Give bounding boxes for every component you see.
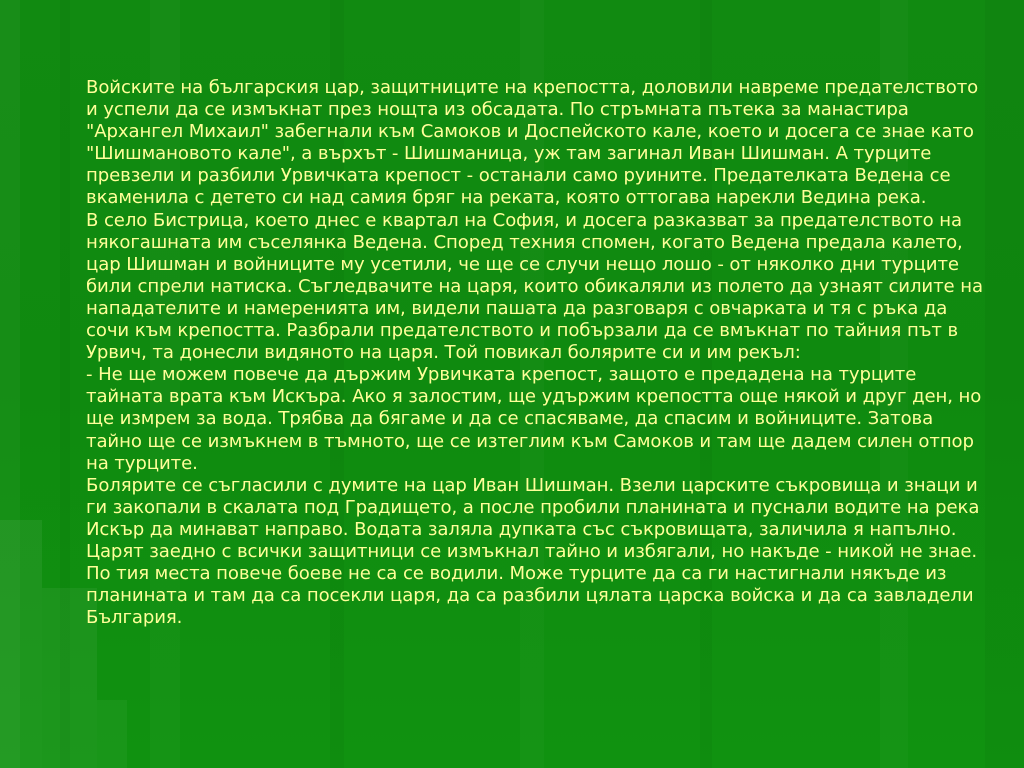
background-block	[97, 700, 127, 768]
paragraph: Болярите се съгласили с думите на цар Иван Шишман. Взели царските съкровища и знаци и ги закопали в скалата под Градището, а после пробили планината и пуснали водите на река Искър да минават направо. Водата заляла дупката със съкровищата, заличила я напълно. Царят заедно с всички защитници се измъкнал тайно и избягали, но накъде - никой не знае. По тия места повече боеве не са се водили. Може турците да са ги настигнали някъде из планината и там да са посекли царя, да са разбили цялата царска войска и да са завладели България.	[86, 474, 980, 629]
background-stripe	[985, 0, 1024, 768]
background-stripe	[60, 0, 70, 768]
background-block	[0, 520, 42, 768]
paragraph: - Не ще можем повече да държим Урвичката крепост, защото е предадена на турците тайната врата към Искъра. Ако я залостим, ще удържим крепостта още някой и друг ден, но ще измрем за вода. Трябва да бягаме и да се спасяваме, да спасим и войниците. Затова тайно ще се измъкнем в тъмното, ще се изтеглим към Самоков и там ще дадем силен отпор на турците.	[86, 364, 982, 474]
background-stripe	[0, 0, 20, 768]
slide-body-text	[86, 77, 986, 629]
paragraph: В село Бистрица, което днес е квартал на София, и досега разказват за предателството на някогашната им съселянка Ведена. Според техния спомен, когато Ведена предала калето, цар Шишман и войниците му усетили, че ще се случи нещо лошо - от няколко дни турците били спрели натиска. Съгледвачите на царя, които обикаляли из полето да узнаят силите на нападателите и намеренията им, видели пашата да разговаря с овчарката и тя с ръка да сочи към крепостта. Разбрали предателството и побързали да се вмъкнат по тайния път в Урвич, та донесли видяното на царя. Той повикал болярите си и им рекъл:	[86, 209, 983, 364]
paragraph: Войските на българския цар, защитниците на крепостта, доловили навреме предателството и успели да се измъкнат през нощта из обсадата. По стръмната пътека за манастира "Архангел Михаил" забегнали към Самоков и Доспейското кале, което и досега се знае като "Шишмановото кале", а върхът - Шишманица, уж там загинал Иван Шишман. А турците превзели и разбили Урвичката крепост - останали само руините. Предателката Ведена се вкаменила с детето си над самия бряг на реката, която оттогава нарекли Ведина река.	[86, 77, 979, 209]
